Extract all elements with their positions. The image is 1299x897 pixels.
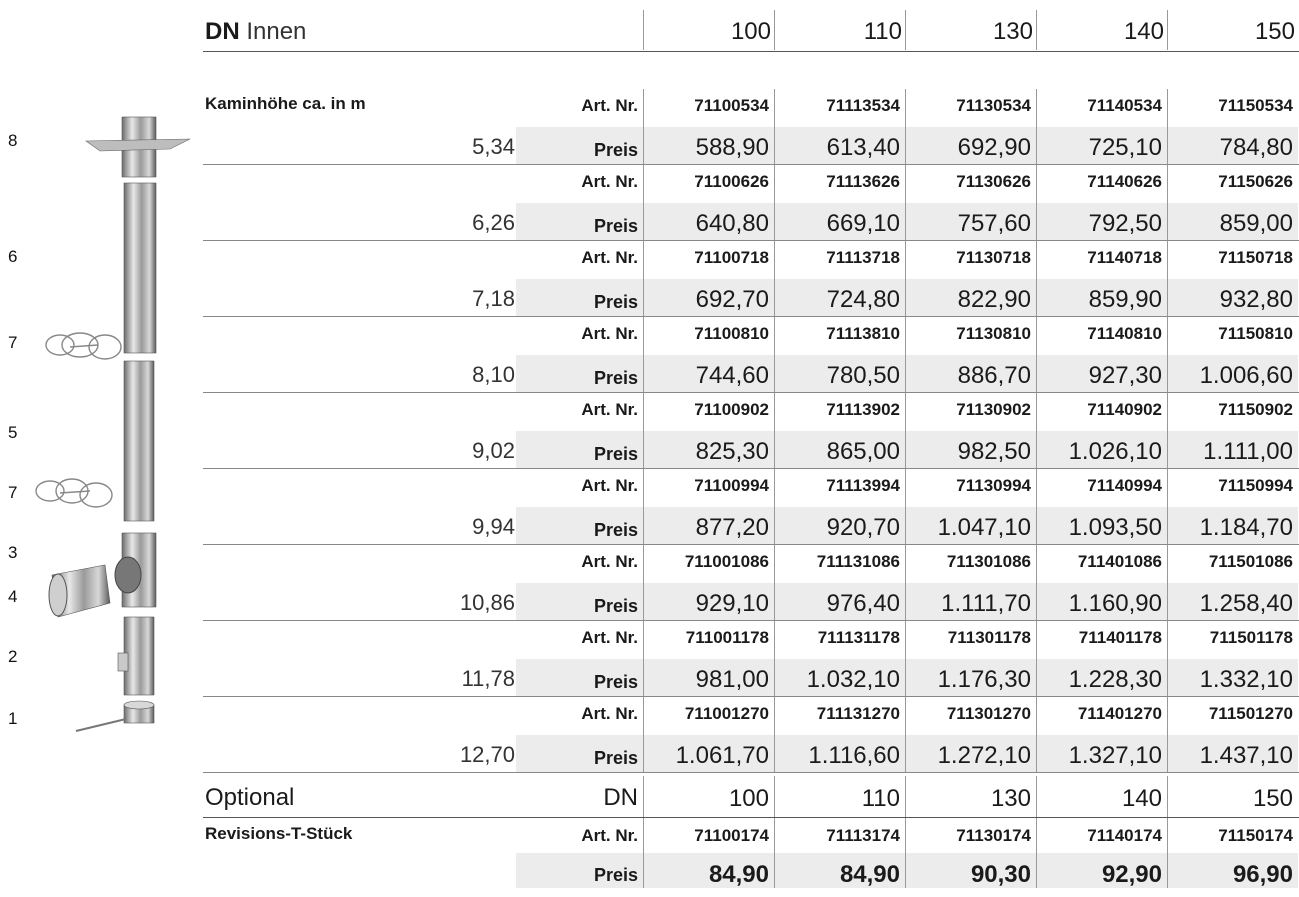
price-cell: 780,50 [774,355,905,393]
art-number-cell: 71130718 [905,241,1036,279]
chimney-parts-drawing [0,95,200,755]
price-row [203,583,1299,622]
part-number-1: 1 [8,709,18,728]
chimney-illustration [0,95,200,755]
art-number-cell: 711001086 [643,545,774,583]
optional-header [203,776,1299,818]
price-row [203,507,1299,546]
price-cell: 725,10 [1036,127,1167,165]
art-number-cell: 711501086 [1167,545,1298,583]
part-number-7b: 7 [8,483,18,502]
art-number-cell: 71130626 [905,165,1036,203]
art-number-cell: 711401178 [1036,621,1167,659]
price-cell: 1.116,60 [774,735,905,773]
price-cell: 822,90 [905,279,1036,317]
art-number-cell: 71130810 [905,317,1036,355]
part-number-8: 8 [8,131,18,150]
header-title-rest: Innen [246,18,307,45]
art-number-cell: 71100994 [643,469,774,507]
price-cell: 865,00 [774,431,905,469]
price-cell: 1.258,40 [1167,583,1298,621]
art-number-cell: 71100810 [643,317,774,355]
optional-art-cell: 71140174 [1036,818,1167,853]
art-label: Art. Nr. [581,476,638,495]
price-cell: 981,00 [643,659,774,697]
art-number-cell: 71150902 [1167,393,1298,431]
price-cell: 1.228,30 [1036,659,1167,697]
art-row [203,697,1299,735]
price-cell: 1.032,10 [774,659,905,697]
art-number-cell: 71113902 [774,393,905,431]
part-number-2: 2 [8,647,18,666]
price-row [203,659,1299,698]
optional-price-cell: 90,30 [905,853,1036,888]
price-table [203,89,1299,773]
price-row [203,355,1299,394]
art-number-cell: 71150810 [1167,317,1298,355]
price-cell: 692,70 [643,279,774,317]
art-number-cell: 71113626 [774,165,905,203]
optional-dn-130: 130 [905,776,1036,817]
price-cell: 784,80 [1167,127,1298,165]
dn-header-130: 130 [905,10,1037,50]
price-cell: 1.437,10 [1167,735,1298,773]
price-cell: 792,50 [1036,203,1167,241]
price-cell: 859,00 [1167,203,1298,241]
art-number-cell: 711001270 [643,697,774,735]
art-label: Art. Nr. [581,704,638,723]
price-cell: 920,70 [774,507,905,545]
optional-dn-150: 150 [1167,776,1298,817]
art-number-cell: 71100534 [643,89,774,127]
art-number-cell: 711301178 [905,621,1036,659]
price-label: Preis [593,747,638,768]
optional-title: Optional [205,784,295,811]
art-label: Art. Nr. [581,96,638,115]
dn-header-100: 100 [643,10,775,50]
price-cell: 1.327,10 [1036,735,1167,773]
dn-header-150: 150 [1167,10,1299,50]
art-number-cell: 71113994 [774,469,905,507]
optional-art-cell: 71100174 [643,818,774,853]
price-row [203,127,1299,166]
art-number-cell: 71150994 [1167,469,1298,507]
art-number-cell: 71150626 [1167,165,1298,203]
art-label: Art. Nr. [581,248,638,267]
chimney-height: 5,34 [472,133,515,159]
optional-art-label: Art. Nr. [581,826,638,845]
art-row [203,165,1299,203]
optional-price-row [203,853,1299,888]
art-row [203,317,1299,355]
art-number-cell: 711401086 [1036,545,1167,583]
optional-dn-110: 110 [774,776,905,817]
price-cell: 1.111,00 [1167,431,1298,469]
art-label: Art. Nr. [581,400,638,419]
art-number-cell: 711131178 [774,621,905,659]
art-number-cell: 71140902 [1036,393,1167,431]
optional-price-cell: 92,90 [1036,853,1167,888]
art-number-cell: 711131086 [774,545,905,583]
art-number-cell: 711501270 [1167,697,1298,735]
art-number-cell: 71100902 [643,393,774,431]
chimney-height: 8,10 [472,361,515,387]
art-number-cell: 71113534 [774,89,905,127]
art-number-cell: 711131270 [774,697,905,735]
art-number-cell: 71130534 [905,89,1036,127]
price-cell: 1.093,50 [1036,507,1167,545]
price-cell: 692,90 [905,127,1036,165]
price-cell: 982,50 [905,431,1036,469]
price-cell: 1.026,10 [1036,431,1167,469]
row-title: Kaminhöhe ca. in m [205,94,366,113]
art-number-cell: 71130994 [905,469,1036,507]
price-cell: 825,30 [643,431,774,469]
chimney-height: 12,70 [459,741,515,767]
art-row [203,621,1299,659]
art-number-cell: 71140718 [1036,241,1167,279]
art-number-cell: 711301086 [905,545,1036,583]
art-number-cell: 71150534 [1167,89,1298,127]
price-label: Preis [593,671,638,692]
price-cell: 1.332,10 [1167,659,1298,697]
price-row [203,279,1299,318]
art-row [203,469,1299,507]
optional-item-name: Revisions-T-Stück [205,824,353,843]
price-cell: 859,90 [1036,279,1167,317]
art-row [203,393,1299,431]
price-cell: 669,10 [774,203,905,241]
price-cell: 976,40 [774,583,905,621]
art-number-cell: 71130902 [905,393,1036,431]
chimney-height: 7,18 [472,285,515,311]
part-number-6: 6 [8,247,18,266]
part-number-5: 5 [8,423,18,442]
optional-price-cell: 84,90 [774,853,905,888]
art-number-cell: 711401270 [1036,697,1167,735]
optional-price-cell: 84,90 [643,853,774,888]
part-number-7: 7 [8,333,18,352]
price-cell: 1.061,70 [643,735,774,773]
price-cell: 1.006,60 [1167,355,1298,393]
art-number-cell: 711501178 [1167,621,1298,659]
header-title [205,18,306,46]
optional-dn-label: DN [603,784,638,811]
chimney-height: 9,02 [472,437,515,463]
price-cell: 1.160,90 [1036,583,1167,621]
art-row [203,545,1299,583]
art-number-cell: 71140534 [1036,89,1167,127]
price-cell: 932,80 [1167,279,1298,317]
price-label: Preis [593,367,638,388]
optional-art-cell: 71150174 [1167,818,1298,853]
price-cell: 929,10 [643,583,774,621]
art-number-cell: 71100718 [643,241,774,279]
price-label: Preis [593,139,638,160]
price-label: Preis [593,291,638,312]
price-cell: 640,80 [643,203,774,241]
price-label: Preis [593,215,638,236]
price-cell: 877,20 [643,507,774,545]
optional-section [203,776,1299,888]
price-row [203,431,1299,470]
chimney-height: 6,26 [472,209,515,235]
price-row [203,203,1299,242]
chimney-height: 10,86 [459,589,515,615]
art-label: Art. Nr. [581,324,638,343]
price-cell: 588,90 [643,127,774,165]
price-cell: 757,60 [905,203,1036,241]
chimney-height: 9,94 [472,513,515,539]
optional-price-label: Preis [593,865,638,885]
art-label: Art. Nr. [581,628,638,647]
price-cell: 1.176,30 [905,659,1036,697]
optional-art-cell: 71113174 [774,818,905,853]
art-number-cell: 711001178 [643,621,774,659]
price-cell: 744,60 [643,355,774,393]
art-number-cell: 71100626 [643,165,774,203]
optional-dn-140: 140 [1036,776,1167,817]
art-number-cell: 71113810 [774,317,905,355]
dn-header-140: 140 [1036,10,1168,50]
price-cell: 1.272,10 [905,735,1036,773]
price-cell: 613,40 [774,127,905,165]
chimney-height: 11,78 [461,665,515,691]
art-number-cell: 71140626 [1036,165,1167,203]
optional-price-cell: 96,90 [1167,853,1298,888]
optional-art-row [203,818,1299,853]
art-row [203,241,1299,279]
art-number-cell: 71150718 [1167,241,1298,279]
art-label: Art. Nr. [581,552,638,571]
price-cell: 1.184,70 [1167,507,1298,545]
price-cell: 886,70 [905,355,1036,393]
header-title-bold: DN [205,18,240,45]
art-number-cell: 71113718 [774,241,905,279]
dn-header-110: 110 [774,10,906,50]
art-number-cell: 71140810 [1036,317,1167,355]
part-number-4: 4 [8,587,18,606]
price-label: Preis [593,443,638,464]
price-cell: 724,80 [774,279,905,317]
art-label: Art. Nr. [581,172,638,191]
art-row [203,89,1299,127]
price-cell: 927,30 [1036,355,1167,393]
optional-art-cell: 71130174 [905,818,1036,853]
price-cell: 1.047,10 [905,507,1036,545]
optional-dn-100: 100 [643,776,774,817]
art-number-cell: 711301270 [905,697,1036,735]
table-header [203,8,1299,52]
price-cell: 1.111,70 [905,583,1036,621]
price-label: Preis [593,519,638,540]
price-label: Preis [593,595,638,616]
price-row [203,735,1299,774]
part-number-3: 3 [8,543,18,562]
art-number-cell: 71140994 [1036,469,1167,507]
